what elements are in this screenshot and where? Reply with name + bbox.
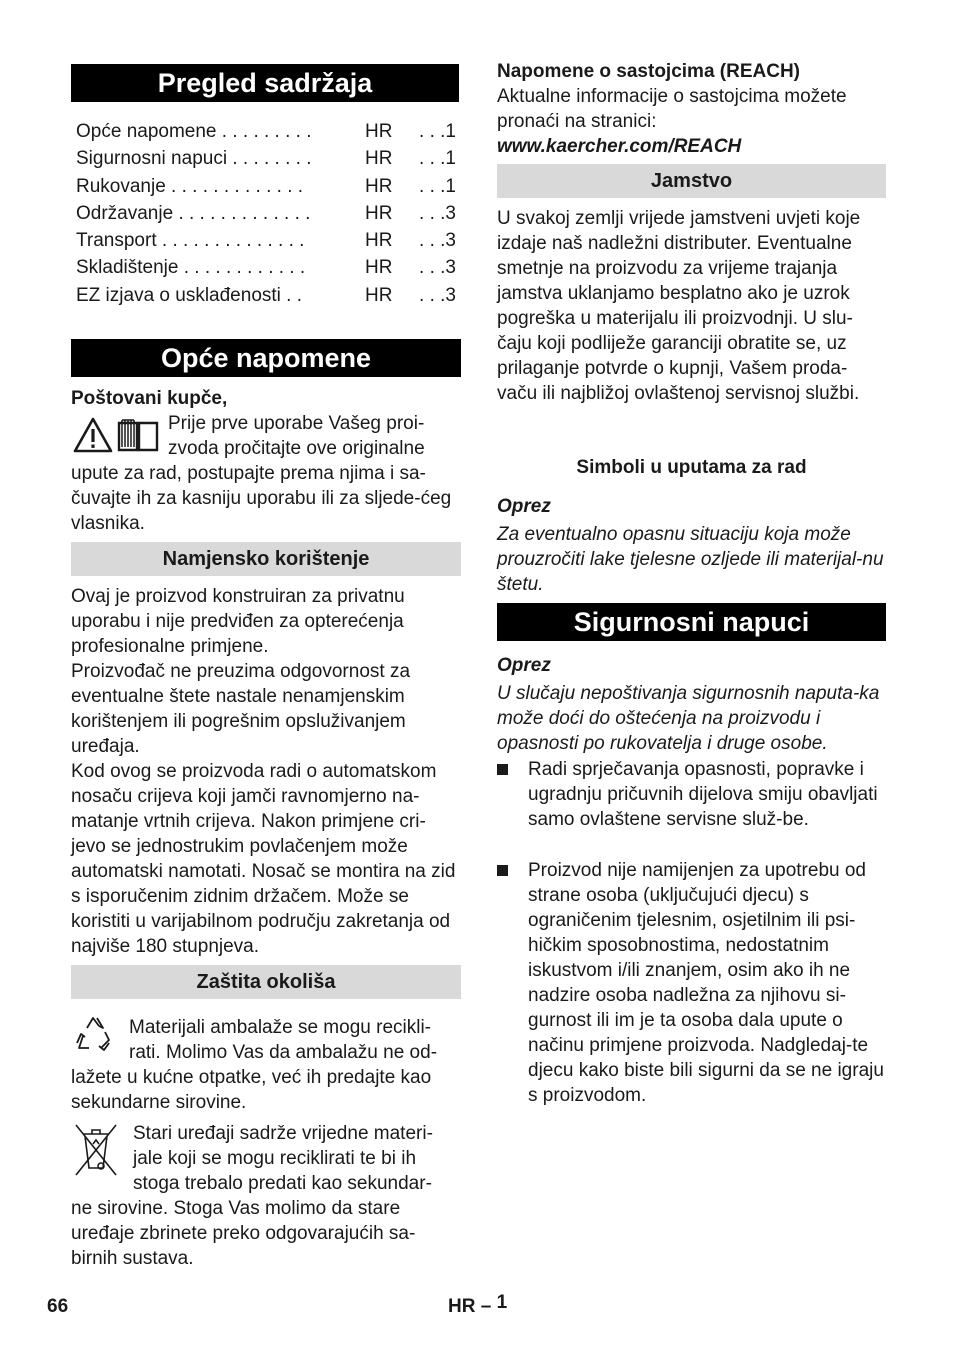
manual-book-icon	[116, 418, 160, 452]
intended-use-title: Namjensko korištenje	[71, 542, 461, 576]
recycle-text: lažete u kućne otpatke, već ih predajte kao sekundarne sirovine.	[71, 1067, 432, 1113]
environment-title: Zaštita okoliša	[71, 965, 461, 999]
greeting: Poštovani kupče,	[71, 388, 228, 409]
weee-line-2: jale koji se mogu reciklirati te bi ih	[133, 1148, 417, 1169]
toc-item[interactable]: Sigurnosni napuci . . . . . . . . HR . . .1	[76, 148, 456, 169]
intro-line-1: Prije prve uporabe Vašeg proi-	[168, 413, 425, 434]
toc-item[interactable]: Skladištenje . . . . . . . . . . . . HR . . .3	[76, 257, 456, 278]
safety-caution-label: Oprez	[497, 655, 551, 676]
weee-line-3: stoga trebalo predati kao sekundar-	[133, 1173, 432, 1194]
warning-triangle-icon	[73, 417, 113, 453]
reach-url[interactable]: www.kaercher.com/REACH	[497, 136, 742, 157]
reach-text: Aktualne informacije o sastojcima možete pronaći na stranici:	[497, 86, 847, 132]
recycle-line-2: rati. Molimo Vas da ambalažu ne od-	[129, 1042, 438, 1063]
toc-item[interactable]: Opće napomene . . . . . . . . . HR . . .1	[76, 121, 456, 142]
crossed-bin-icon	[73, 1122, 119, 1178]
warranty-title: Jamstvo	[497, 164, 886, 198]
warranty-text: U svakoj zemlji vrijede jamstveni uvjeti koje izdaje naš nadležni distributer. Eventualne smetnje na proizvodu za vrijeme trajanja jamstva uklanjamo besplatno ako je uzrok pogreška u materijalu ili proizvodnji. U slu-čaju koji podliježe garanciji obratite se, uz prilaganje potvrde o kupnji, Vašem proda-vaču ili najbližoj ovlaštenoj servisnoj službi.	[497, 208, 861, 404]
symbols-caution-text: Za eventualno opasnu situaciju koja može prouzročiti lake tjelesne ozljede ili materijal-nu štetu.	[497, 524, 884, 595]
reach-title: Napomene o sastojcima (REACH)	[497, 61, 801, 82]
toc-item[interactable]: Rukovanje . . . . . . . . . . . . . HR . . .1	[76, 176, 456, 197]
symbols-title: Simboli u uputama za rad	[576, 457, 807, 478]
recycle-line-1: Materijali ambalaže se mogu recikli-	[129, 1017, 431, 1038]
footer-dash: –	[480, 1296, 492, 1317]
toc-title: Pregled sadržaja	[71, 64, 459, 102]
toc-item[interactable]: EZ izjava o usklađenosti . . HR . . .3	[76, 285, 456, 306]
recycle-icon	[73, 1012, 115, 1054]
intro-text: upute za rad, postupajte prema njima i sa-čuvajte ih za kasniju uporabu ili za sljede-ćeg vlasnika.	[71, 463, 452, 534]
bullet-square-icon	[497, 764, 508, 775]
safety-title: Sigurnosni napuci	[497, 603, 886, 641]
symbols-caution-label: Oprez	[497, 496, 551, 517]
footer-lang: HR	[448, 1296, 476, 1317]
page-number: 66	[47, 1296, 69, 1317]
weee-line-1: Stari uređaji sadrže vrijedne materi-	[133, 1123, 433, 1144]
toc-item[interactable]: Održavanje . . . . . . . . . . . . . HR . . .3	[76, 203, 456, 224]
intended-use-text: Ovaj je proizvod konstruiran za privatnu uporabu i nije predviđen za opterećenja profesionalne primjene. Proizvođač ne preuzima odgovornost za eventualne štete nastale nenamjenskim korištenjem ili pogrešnim opsluživanjem uređaja. Kod ovog se proizvoda radi o automatskom nosaču crijeva koji jamči ravnomjerno na-matanje vrtnih crijeva. Nakon primjene cri-jevo se jednostrukim povlačenjem može automatski namotati. Nosač se montira na zid s isporučenim zidnim držačem. Može se koristiti u varijabilnom području zakretanja od najviše 180 stupnjeva.	[71, 586, 456, 957]
toc-item[interactable]: Transport . . . . . . . . . . . . . . HR . . .3	[76, 230, 456, 251]
footer-section-ref	[448, 1292, 508, 1318]
bullet-square-icon	[497, 865, 508, 876]
safety-caution-text: U slučaju nepoštivanja sigurnosnih naputa-ka može doći do oštećenja na proizvodu i opasnosti po rukovatelja i druge osobe.	[497, 683, 880, 754]
general-title: Opće napomene	[71, 339, 461, 377]
intro-line-2: zvoda pročitajte ove originalne	[168, 438, 425, 459]
weee-text: ne sirovine. Stoga Vas molimo da stare uređaje zbrinete preko odgovarajućih sa-birnih sustava.	[71, 1198, 416, 1269]
footer-section-page: 1	[496, 1292, 508, 1313]
